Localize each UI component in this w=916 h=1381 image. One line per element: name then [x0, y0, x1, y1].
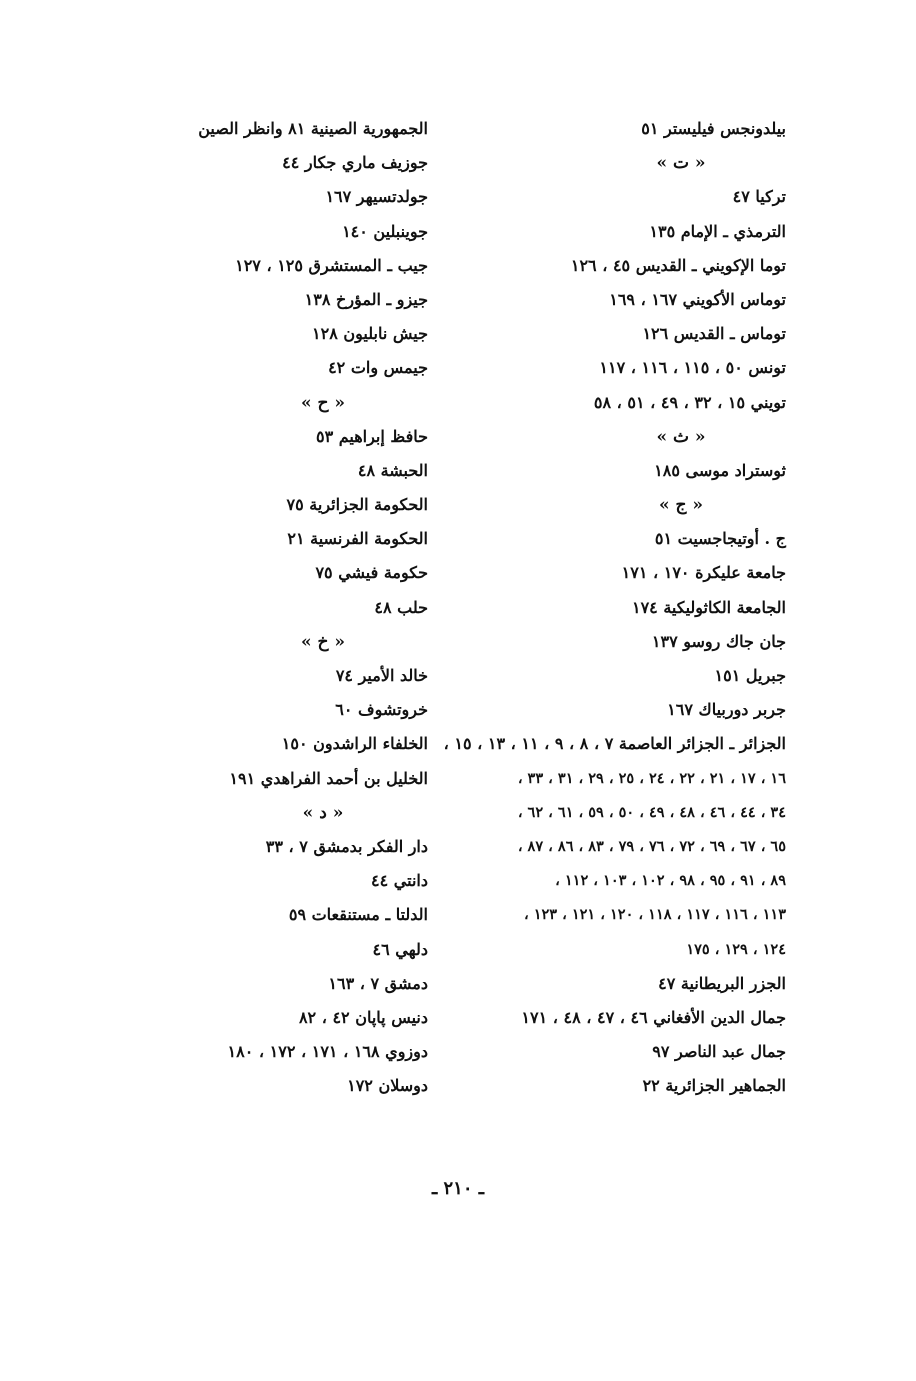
index-column-left — [98, 112, 428, 1103]
index-entry-continuation: ٨٩ ، ٩١ ، ٩٥ ، ٩٨ ، ١٠٢ ، ١٠٣ ، ١١٢ ، — [555, 872, 786, 890]
index-entry: الترمذي ـ الإمام ١٣٥ — [649, 221, 786, 241]
index-entry: الحكومة الجزائرية ٧٥ — [286, 495, 428, 515]
index-entry: دوزوي ١٦٨ ، ١٧١ ، ١٧٢ ، ١٨٠ — [227, 1042, 428, 1062]
index-entry-continuation: ٦٥ ، ٦٧ ، ٦٩ ، ٧٢ ، ٧٦ ، ٧٩ ، ٨٣ ، ٨٦ ، ٨٧ ، — [517, 837, 786, 855]
index-entry: جوينبلين ١٤٠ — [342, 221, 428, 241]
index-entry: دانتي ٤٤ — [371, 871, 428, 891]
index-entry: جيمس وات ٤٢ — [328, 358, 428, 378]
index-entry: الخليل بن أحمد الفراهدي ١٩١ — [229, 768, 428, 788]
index-entry: ثوستراد موسى ١٨٥ — [654, 460, 786, 480]
letter-section-heading: « ت » — [656, 153, 706, 174]
index-entry: جربر دوربياك ١٦٧ — [667, 700, 786, 720]
index-entry: الجزائر ـ الجزائر العاصمة ٧ ، ٨ ، ٩ ، ١١ ، ١٣ ، ١٥ ، — [443, 734, 786, 754]
index-entry-continuation: ١٢٤ ، ١٢٩ ، ١٧٥ — [686, 940, 786, 958]
index-entry: الجامعة الكاثوليكية ١٧٤ — [631, 597, 786, 617]
letter-section-heading: « ج » — [658, 495, 704, 516]
index-entry: جوزيف ماري جكار ٤٤ — [282, 153, 428, 173]
index-entry-continuation: ١١٣ ، ١١٦ ، ١١٧ ، ١١٨ ، ١٢٠ ، ١٢١ ، ١٢٣ ، — [523, 906, 786, 924]
index-entry: جبريل ١٥١ — [714, 666, 786, 685]
index-entry: جيش نابليون ١٢٨ — [312, 324, 428, 344]
index-entry: جامعة عليكرة ١٧٠ ، ١٧١ — [621, 563, 786, 583]
index-entry: خروتشوف ٦٠ — [335, 700, 428, 720]
index-entry: جمال الدين الأفغاني ٤٦ ، ٤٧ ، ٤٨ ، ١٧١ — [521, 1007, 786, 1027]
index-entry-continuation: ٣٤ ، ٤٤ ، ٤٦ ، ٤٨ ، ٤٩ ، ٥٠ ، ٥٩ ، ٦١ ، ٦٢ ، — [517, 803, 786, 821]
index-entry: دار الفكر بدمشق ٧ ، ٣٣ — [265, 836, 428, 856]
index-entry: دمشق ٧ ، ١٦٣ — [328, 973, 428, 993]
index-column-right — [443, 112, 786, 1103]
index-entry: حلب ٤٨ — [374, 597, 428, 617]
index-entry: حكومة فيشي ٧٥ — [315, 563, 428, 583]
index-entry: توماس الأكويني ١٦٧ ، ١٦٩ — [609, 289, 786, 309]
index-entry: دنيس پاپان ٤٢ ، ٨٢ — [298, 1007, 428, 1027]
letter-section-heading: « د » — [302, 802, 344, 823]
index-entry: الحكومة الفرنسية ٢١ — [287, 529, 428, 549]
index-entry: توماس ـ القديس ١٢٦ — [642, 324, 786, 344]
index-entry: جمال عبد الناصر ٩٧ — [652, 1042, 786, 1062]
index-entry: دوسلان ١٧٢ — [347, 1076, 428, 1096]
index-entry: حافظ إبراهيم ٥٣ — [315, 426, 428, 446]
index-entry: تويني ١٥ ، ٣٢ ، ٤٩ ، ٥١ ، ٥٨ — [593, 392, 786, 412]
index-entry: الجزر البريطانية ٤٧ — [658, 973, 786, 993]
index-entry: بيلدونجس فيليستر ٥١ — [641, 119, 786, 138]
index-entry: جيب ـ المستشرق ١٢٥ ، ١٢٧ — [235, 255, 428, 275]
letter-section-heading: « خ » — [300, 631, 346, 652]
letter-section-heading: « ح » — [300, 392, 346, 413]
index-entry: جولدتسيهر ١٦٧ — [325, 187, 428, 207]
index-entry: خالد الأمير ٧٤ — [335, 666, 428, 685]
index-entry: جان جاك روسو ١٣٧ — [651, 631, 786, 651]
index-entry: تركيا ٤٧ — [732, 187, 786, 207]
index-entry: توما الإكويني ـ القديس ٤٥ ، ١٢٦ — [570, 255, 786, 275]
index-entry: الجمهورية الصينية ٨١ وانظر الصين — [198, 119, 428, 138]
index-entry: الحبشة ٤٨ — [357, 460, 428, 480]
index-entry: الجماهير الجزائرية ٢٢ — [642, 1076, 786, 1096]
index-entry-continuation: ١٦ ، ١٧ ، ٢١ ، ٢٢ ، ٢٤ ، ٢٥ ، ٢٩ ، ٣١ ، ٣٣ ، — [517, 769, 786, 787]
index-entry: الخلفاء الراشدون ١٥٠ — [281, 734, 428, 754]
index-entry: دلهي ٤٦ — [372, 939, 428, 959]
index-entry: جيزو ـ المؤرخ ١٣٨ — [304, 289, 428, 309]
index-entry: الدلتا ـ مستنقعات ٥٩ — [288, 905, 428, 925]
index-entry: ج . أوتيجاجسيت ٥١ — [654, 529, 786, 549]
index-entry: تونس ٥٠ ، ١١٥ ، ١١٦ ، ١١٧ — [599, 358, 786, 378]
page-number: ـ ٢١٠ ـ — [431, 1178, 485, 1199]
letter-section-heading: « ث » — [656, 426, 706, 447]
